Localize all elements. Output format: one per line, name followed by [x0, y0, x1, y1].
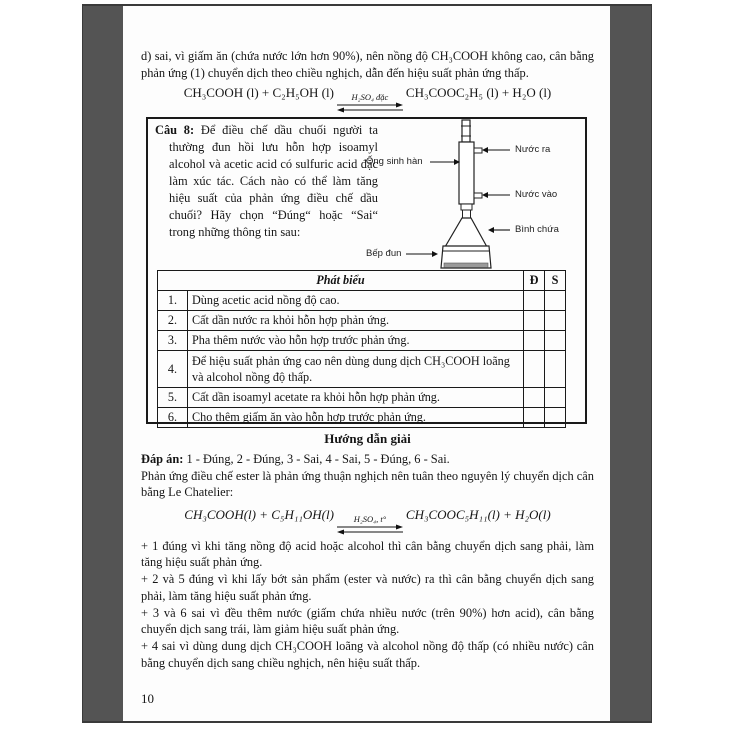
equilibrium-arrows	[337, 515, 403, 535]
answer-cell-true	[524, 351, 545, 388]
statement-text: Cho thêm giấm ăn vào hỗn hợp trước phản ứng.	[188, 408, 524, 428]
left-dark-margin	[82, 6, 123, 721]
explanation-point: + 4 sai vì dùng dung dịch CH₃COOH loãng và alcohol nồng độ thấp (có nhiều nước) cân bằng chuyển dịch sang chiều nghịch, nên hiệu suất thấp.	[141, 639, 594, 671]
explanation-point: + 3 và 6 sai vì đều thêm nước (giấm chứa nhiều nước (trên 90%) hơn acid), cân bằng chuyển dịch sang trái, làm giảm hiệu suất phản ứng.	[141, 605, 594, 637]
equation-1-right: CH₃COOC₂H₅ (l) + H₂O (l)	[405, 85, 552, 100]
row-number: 4.	[158, 351, 188, 388]
answer-cell-false	[545, 408, 566, 428]
equilibrium-arrows-icon	[337, 102, 403, 113]
question-number-label: Câu 8:	[155, 123, 195, 137]
statement-text: Pha thêm nước vào hỗn hợp trước phản ứng.	[188, 331, 524, 351]
table-row	[158, 331, 566, 351]
equation-2-right: CH₃COOC₅H₁₁(l) + H₂O(l)	[405, 506, 551, 522]
answer-cell-false	[545, 388, 566, 408]
equation-1-left: CH₃COOH (l) + C₂H₅OH (l)	[183, 85, 334, 100]
table-row	[158, 351, 566, 388]
reaction-condition: H₂SO₄ đặc	[351, 92, 389, 102]
statement-table	[157, 270, 566, 428]
equation-2	[141, 507, 594, 535]
right-dark-margin	[610, 6, 652, 721]
water-out-label: Nước ra	[515, 144, 551, 155]
answer-cell-true	[524, 311, 545, 331]
page-number: 10	[141, 691, 154, 706]
answer-values: 1 - Đúng, 2 - Đúng, 3 - Sai, 4 - Sai, 5 - Đúng, 6 - Sai.	[183, 452, 450, 466]
heater-label: Bếp đun	[366, 248, 402, 259]
condenser-label: Ống sinh hàn	[366, 156, 423, 167]
table-row	[158, 388, 566, 408]
question-box	[146, 117, 587, 424]
answer-cell-false	[545, 351, 566, 388]
explanation-point: + 2 và 5 đúng vì khi lấy bớt sản phẩm (ester và nước) ra thì cân bằng chuyển dịch sang phải, làm tăng hiệu suất phản ứng.	[141, 572, 594, 603]
document-page	[123, 6, 610, 721]
answer-cell-false	[545, 311, 566, 331]
answer-cell-true	[524, 331, 545, 351]
answer-cell-false	[545, 291, 566, 311]
equilibrium-arrows-icon	[337, 524, 403, 535]
table-row	[158, 291, 566, 311]
false-column-header: S	[545, 271, 566, 291]
equation-1	[141, 85, 594, 113]
reaction-condition: H₂SO₄, t°	[353, 513, 387, 524]
row-number: 1.	[158, 291, 188, 311]
statement-text: Cất dần nước ra khỏi hỗn hợp phản ứng.	[188, 311, 524, 331]
scanned-page-photo	[82, 4, 652, 723]
table-header-row	[158, 271, 566, 291]
reflux-apparatus-figure	[358, 119, 586, 271]
explanation-point: + 1 đúng vì khi tăng nồng độ acid hoặc alcohol thì cân bằng chuyển dịch sang phải, làm tăng hiệu suất phản ứng.	[141, 538, 594, 570]
answer-line	[141, 451, 594, 468]
equilibrium-arrows	[337, 93, 403, 113]
row-number: 6.	[158, 408, 188, 428]
statement-text: Dùng acetic acid nồng độ cao.	[188, 291, 524, 311]
answer-cell-true	[524, 388, 545, 408]
row-number: 5.	[158, 388, 188, 408]
answer-cell-true	[524, 291, 545, 311]
table-row	[158, 311, 566, 331]
statement-text: Cất dần isoamyl acetate ra khỏi hỗn hợp phản ứng.	[188, 388, 524, 408]
row-number: 3.	[158, 331, 188, 351]
true-column-header: Đ	[524, 271, 545, 291]
water-in-label: Nước vào	[515, 189, 558, 200]
statement-column-header: Phát biểu	[158, 271, 524, 291]
equation-2-left: CH₃COOH(l) + C₅H₁₁OH(l)	[184, 506, 334, 522]
solution-heading: Hướng dẫn giải	[324, 431, 411, 446]
intro-paragraph: d) sai, vì giấm ăn (chứa nước lớn hơn 90%), nên nồng độ CH₃COOH không cao, cân bằng phản ứng (1) chuyển dịch theo chiều nghịch, dẫn đến hiệu suất phản ứng thấp.	[141, 49, 594, 80]
flask-label: Bình chứa	[515, 224, 559, 235]
question-text	[155, 122, 378, 241]
answer-cell-false	[545, 331, 566, 351]
answer-label: Đáp án:	[141, 452, 184, 466]
answer-cell-true	[524, 408, 545, 428]
row-number: 2.	[158, 311, 188, 331]
table-row	[158, 408, 566, 428]
solution-intro: Phản ứng điều chế ester là phản ứng thuận nghịch nên tuân theo nguyên lý chuyển dịch cân bằng Le Chatelier:	[141, 468, 594, 499]
question-body: Để điều chế dầu chuối người ta thường đun hồi lưu hỗn hợp isoamyl alcohol và acetic acid có sulfuric acid đặc làm xúc tác. Cách nào có thể làm tăng hiệu suất của phản ứng điều chế dầu chuối? Hãy chọn “Đúng“ hoặc “Sai“ trong những thông tin sau:	[169, 123, 378, 239]
statement-text: Để hiệu suất phản ứng cao nên dùng dung dịch CH₃COOH loãng và alcohol nồng độ thấp.	[188, 351, 524, 388]
